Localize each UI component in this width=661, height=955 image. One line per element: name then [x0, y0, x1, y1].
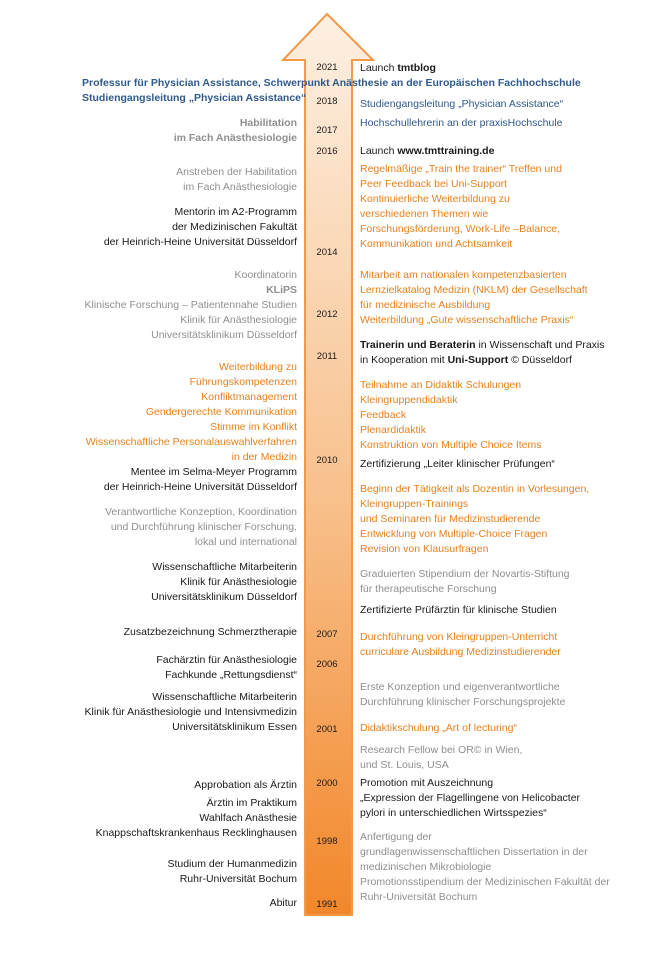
license-text: Approbation als Ärztin	[194, 779, 297, 791]
nklm-text: Mitarbeit am nationalen kompetenzbasierten Lernzielkatalog Medizin (NKLM) der Gesellschaft für medizinische Ausbildung Weiterbildung „Gute wissenschaftliche Praxis“	[360, 269, 588, 326]
first-concept-text: Erste Konzeption und eigenverantwortliche Durchführung klinischer Forschungsprojekte	[360, 681, 566, 708]
year-label: 2016	[316, 146, 338, 157]
habilitation-aim-text: Anstreben der Habilitation im Fach Anästhesiologie	[176, 166, 297, 193]
launch-tmtblog-text: Launch tmtblog	[360, 62, 436, 74]
year-label: 1991	[316, 899, 338, 910]
certification-text: Zertifizierung „Leiter klinischer Prüfungen“	[360, 458, 555, 470]
lecturing-text: Didaktikschulung „Art of lecturing“	[360, 722, 517, 734]
lecturer-text: Hochschullehrerin an der praxisHochschule	[360, 117, 563, 129]
fellow-text: Research Fellow bei OR© in Wien, und St. Louis, USA	[360, 744, 523, 771]
launch-training-text: Launch www.tmttraining.de	[360, 145, 495, 157]
program-lead-left: Studiengangsleitung „Physician Assistance“	[82, 92, 307, 104]
researcher-essen-text: Wissenschaftliche Mitarbeiterin Klinik für Anästhesiologie und Intensivmedizin Universitätsklinikum Essen	[84, 691, 297, 733]
pain-therapy-text: Zusatzbezeichnung Schmerztherapie	[123, 626, 297, 638]
internship-text: Ärztin im Praktikum Wahlfach Anästhesie Knappschaftskrankenhaus Recklinghausen	[95, 797, 297, 839]
study-text: Studium der Humanmedizin Ruhr-Universität Bochum	[167, 858, 297, 885]
year-label: 2017	[316, 125, 338, 136]
klips-text: Koordinatorin KLiPS Klinische Forschung – Patientennahe Studien Klinik für Anästhesiologie Universitätsklinikum Düsseldorf	[84, 269, 297, 341]
mentor-text: Mentorin im A2-Programm der Medizinischen Fakultät der Heinrich-Heine Universität Düsseldorf	[103, 206, 297, 248]
year-label: 2014	[316, 247, 338, 258]
year-label: 2000	[316, 778, 338, 789]
year-label: 2011	[316, 351, 338, 362]
leadership-training-text: Weiterbildung zu Führungskompetenzen Konfliktmanagement Gendergerechte Kommunikation Stimme im Konflikt Wissenschaftliche Personalauswahlverfahren in der Medizin	[85, 361, 297, 463]
year-label: 2001	[316, 724, 338, 735]
year-label: 2010	[316, 455, 338, 466]
small-groups-text: Durchführung von Kleingruppen-Unterricht curriculare Ausbildung Medizinstudierender	[360, 631, 561, 658]
didactics-training-text: Teilnahme an Didaktik Schulungen Kleingruppendidaktik Feedback Plenardidaktik Konstruktion von Multiple Choice Items	[360, 379, 542, 451]
specialist-text: Fachärztin für Anästhesiologie Fachkunde „Rettungsdienst“	[156, 654, 297, 681]
program-lead-right: Studiengangsleitung „Physician Assistance“	[360, 98, 564, 110]
researcher-duesseldorf-text: Wissenschaftliche Mitarbeiterin Klinik für Anästhesiologie Universitätsklinikum Düsseldorf	[151, 561, 297, 603]
year-label: 2012	[316, 309, 338, 320]
train-the-trainer-text: Regelmäßige „Train the trainer“ Treffen und Peer Feedback bei Uni-Support Kontinuierliche Weiterbildung zu verschiedenen Themen wie Forschungsförderung, Work-Life –Balance, Kommunikation und Achtsamkeit	[360, 163, 562, 250]
dissertation-text: Anfertigung der grundlagenwissenschaftlichen Dissertation in der medizinischen Mikrobiologie Promotionsstipendium der Medizinischen Fakultät der Ruhr-Universität Bochum	[360, 831, 610, 903]
habilitation-text: Habilitation im Fach Anästhesiologie	[173, 117, 297, 144]
professorship-title: Professur für Physician Assistance, Schwerpunkt Anästhesie an der Europäischen Fachhochschule	[82, 77, 581, 89]
responsible-research-text: Verantwortliche Konzeption, Koordination und Durchführung klinischer Forschung, lokal und international	[104, 506, 297, 548]
trainer-consultant-text: Trainerin und Beraterin in Wissenschaft und Praxis in Kooperation mit Uni-Support © Düsseldorf	[360, 339, 605, 366]
investigator-text: Zertifizierte Prüfärztin für klinische Studien	[360, 604, 557, 616]
year-label: 1998	[316, 836, 338, 847]
mentee-text: Mentee im Selma-Meyer Programm der Heinrich-Heine Universität Düsseldorf	[103, 466, 297, 493]
year-label: 2018	[316, 96, 338, 107]
teaching-text: Beginn der Tätigkeit als Dozentin in Vorlesungen, Kleingruppen-Trainings und Seminaren für Medizinstudierende Entwicklung von Multiple-Choice Fragen Revision von Klausurfragen	[360, 483, 590, 555]
promotion-text: Promotion mit Auszeichnung „Expression der Flagellingene von Helicobacter pylori in unterschiedlichen Wirtsspezies“	[360, 777, 581, 819]
abitur-text: Abitur	[269, 897, 297, 909]
year-label: 2007	[316, 629, 338, 640]
year-label: 2006	[316, 659, 338, 670]
year-label: 2021	[316, 62, 338, 73]
novartis-text: Graduierten Stipendium der Novartis-Stiftung für therapeutische Forschung	[360, 568, 570, 595]
